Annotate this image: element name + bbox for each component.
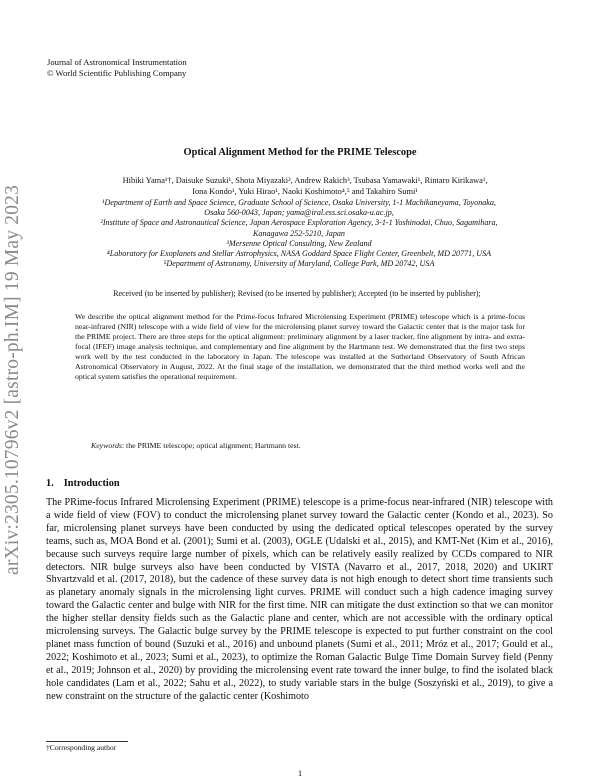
affiliation-2b: Kanagawa 252-5210, Japan xyxy=(253,228,345,238)
affiliation-2a: ²Institute of Space and Astronautical Science, Japan Aerospace Exploration Agency, 3-1-1 Yoshinodai, Chuo, Sagamihara, xyxy=(100,218,498,228)
arxiv-stamp-text: arXiv:2305.10796v2 [astro-ph.IM] 19 May 2023 xyxy=(2,184,23,575)
affiliations xyxy=(58,198,540,269)
journal-header xyxy=(47,57,187,79)
page-number: 1 xyxy=(297,768,303,778)
footnote-rule xyxy=(46,741,128,742)
abstract: We describe the optical alignment method for the Prime-focus Infrared Microlensing Experiment (PRIME) telescope which is a prime-focus near-infrared (NIR) telescope with a wide field of view for the microlensing planet survey toward the Galactic center that is the major task for the PRIME project. There are three steps for the optical alignment: preliminary alignment by a laser tracker, fine alignment by intra- and extra-focal (IFEF) image analysis technique, and complementary and fine alignment by the Hartmann test. We demonstrated that the first two steps work well by the test conducted in the laboratory in Japan. The telescope was installed at the Sutherland Observatory of South African Astronomical Observatory in August, 2022. At the final stage of the installation, we demonstrated that the third method works well and the optical system satisfies the operational requirement. xyxy=(75,312,525,381)
affiliation-4: ⁴Laboratory for Exoplanets and Stellar Astrophysics, NASA Goddard Space Flight Center, Greenbelt, MD 20771, USA xyxy=(106,249,492,259)
intro-paragraph: The PRime-focus Infrared Microlensing Experiment (PRIME) telescope is a prime-focus near-infrared (NIR) telescope with a wide field of view (FOV) to conduct the microlensing planet survey toward the Galactic center (Kondo et al., 2023). So far, microlensing planet surveys have been conducted by using the dedicated optical telescopes operated by the survey teams, such as, MOA Bond et al. (2001); Sumi et al. (2003), OGLE (Udalski et al., 2015), and KMT-Net (Kim et al., 2016), because such surveys require large number of pixels, which can be relatively easily realized by CCDs compared to NIR detectors. NIR bulge surveys also have been conducted by VISTA (Navarro et al., 2017, 2018, 2020) and UKIRT Shvartzvald et al. (2017, 2018), but the cadence of these survey data is not high enough to detect short time transients such as planetary anomaly signals in the microlensing light curves. PRIME will conduct such a high cadence imaging survey toward the Galactic center and bulge with NIR for the first time. NIR can mitigate the dust extinction so that we can monitor the higher stellar density fields such as the Galactic plane and center, which are not accessible with the ordinary optical microlensing surveys. The Galactic bulge survey by the PRIME telescope is expected to put further constraint on the cool planet mass function of bound (Suzuki et al., 2016) and unbound planets (Sumi et al., 2011; Mróz et al., 2017; Gould et al., 2022; Koshimoto et al., 2023; Sumi et al., 2023), to optimize the Roman Galactic Bulge Time Domain Survey field (Penny et al., 2019; Johnson et al., 2020) by providing the microlensing event rate toward the inner bulge, to find the isolated black hole candidates (Lam et al., 2022; Sahu et al., 2022), to study variable stars in the bulge (Soszyński et al., 2019), to give a new constraint on the structure of the galactic center (Koshimoto xyxy=(46,497,553,702)
author-line-1: Hibiki Yama¹†, Daisuke Suzuki¹, Shota Miyazaki², Andrew Rakich³, Tsubasa Yamawaki¹, Rintaro Kirikawa¹, xyxy=(122,176,488,185)
section-title: Introduction xyxy=(63,478,120,489)
received-line: Received (to be inserted by publisher); Revised (to be inserted by publisher); Accepted (to be inserted by publisher); xyxy=(113,289,481,298)
author-line-2: Iona Kondo¹, Yuki Hirao¹, Naoki Koshimoto⁴,⁵ and Takahiro Sumi¹ xyxy=(192,186,418,196)
journal-publisher: © World Scientific Publishing Company xyxy=(47,68,187,78)
section-heading xyxy=(46,478,120,489)
affiliation-1b: Osaka 560-0043, Japan; yama@iral.ess.sci.osaka-u.ac.jp, xyxy=(204,208,394,218)
affiliation-3: ³Mersenne Optical Consulting, New Zealand xyxy=(226,238,372,248)
keywords xyxy=(91,441,521,450)
author-list xyxy=(70,176,540,197)
keywords-text: : the PRIME telescope; optical alignment; Hartmann test. xyxy=(121,441,301,450)
section-number: 1. xyxy=(46,478,54,489)
affiliation-5: ⁵Department of Astronomy, University of Maryland, College Park, MD 20742, USA xyxy=(163,259,435,269)
keywords-label: Keywords xyxy=(91,441,122,450)
paper-title: Optical Alignment Method for the PRIME Telescope xyxy=(183,147,417,158)
footnote: †Corresponding author xyxy=(46,743,117,752)
affiliation-1a: ¹Department of Earth and Space Science, Graduate School of Science, Osaka University, 1-1 Machikaneyama, Toyonaka, xyxy=(102,198,496,207)
journal-name: Journal of Astronomical Instrumentation xyxy=(47,57,187,67)
